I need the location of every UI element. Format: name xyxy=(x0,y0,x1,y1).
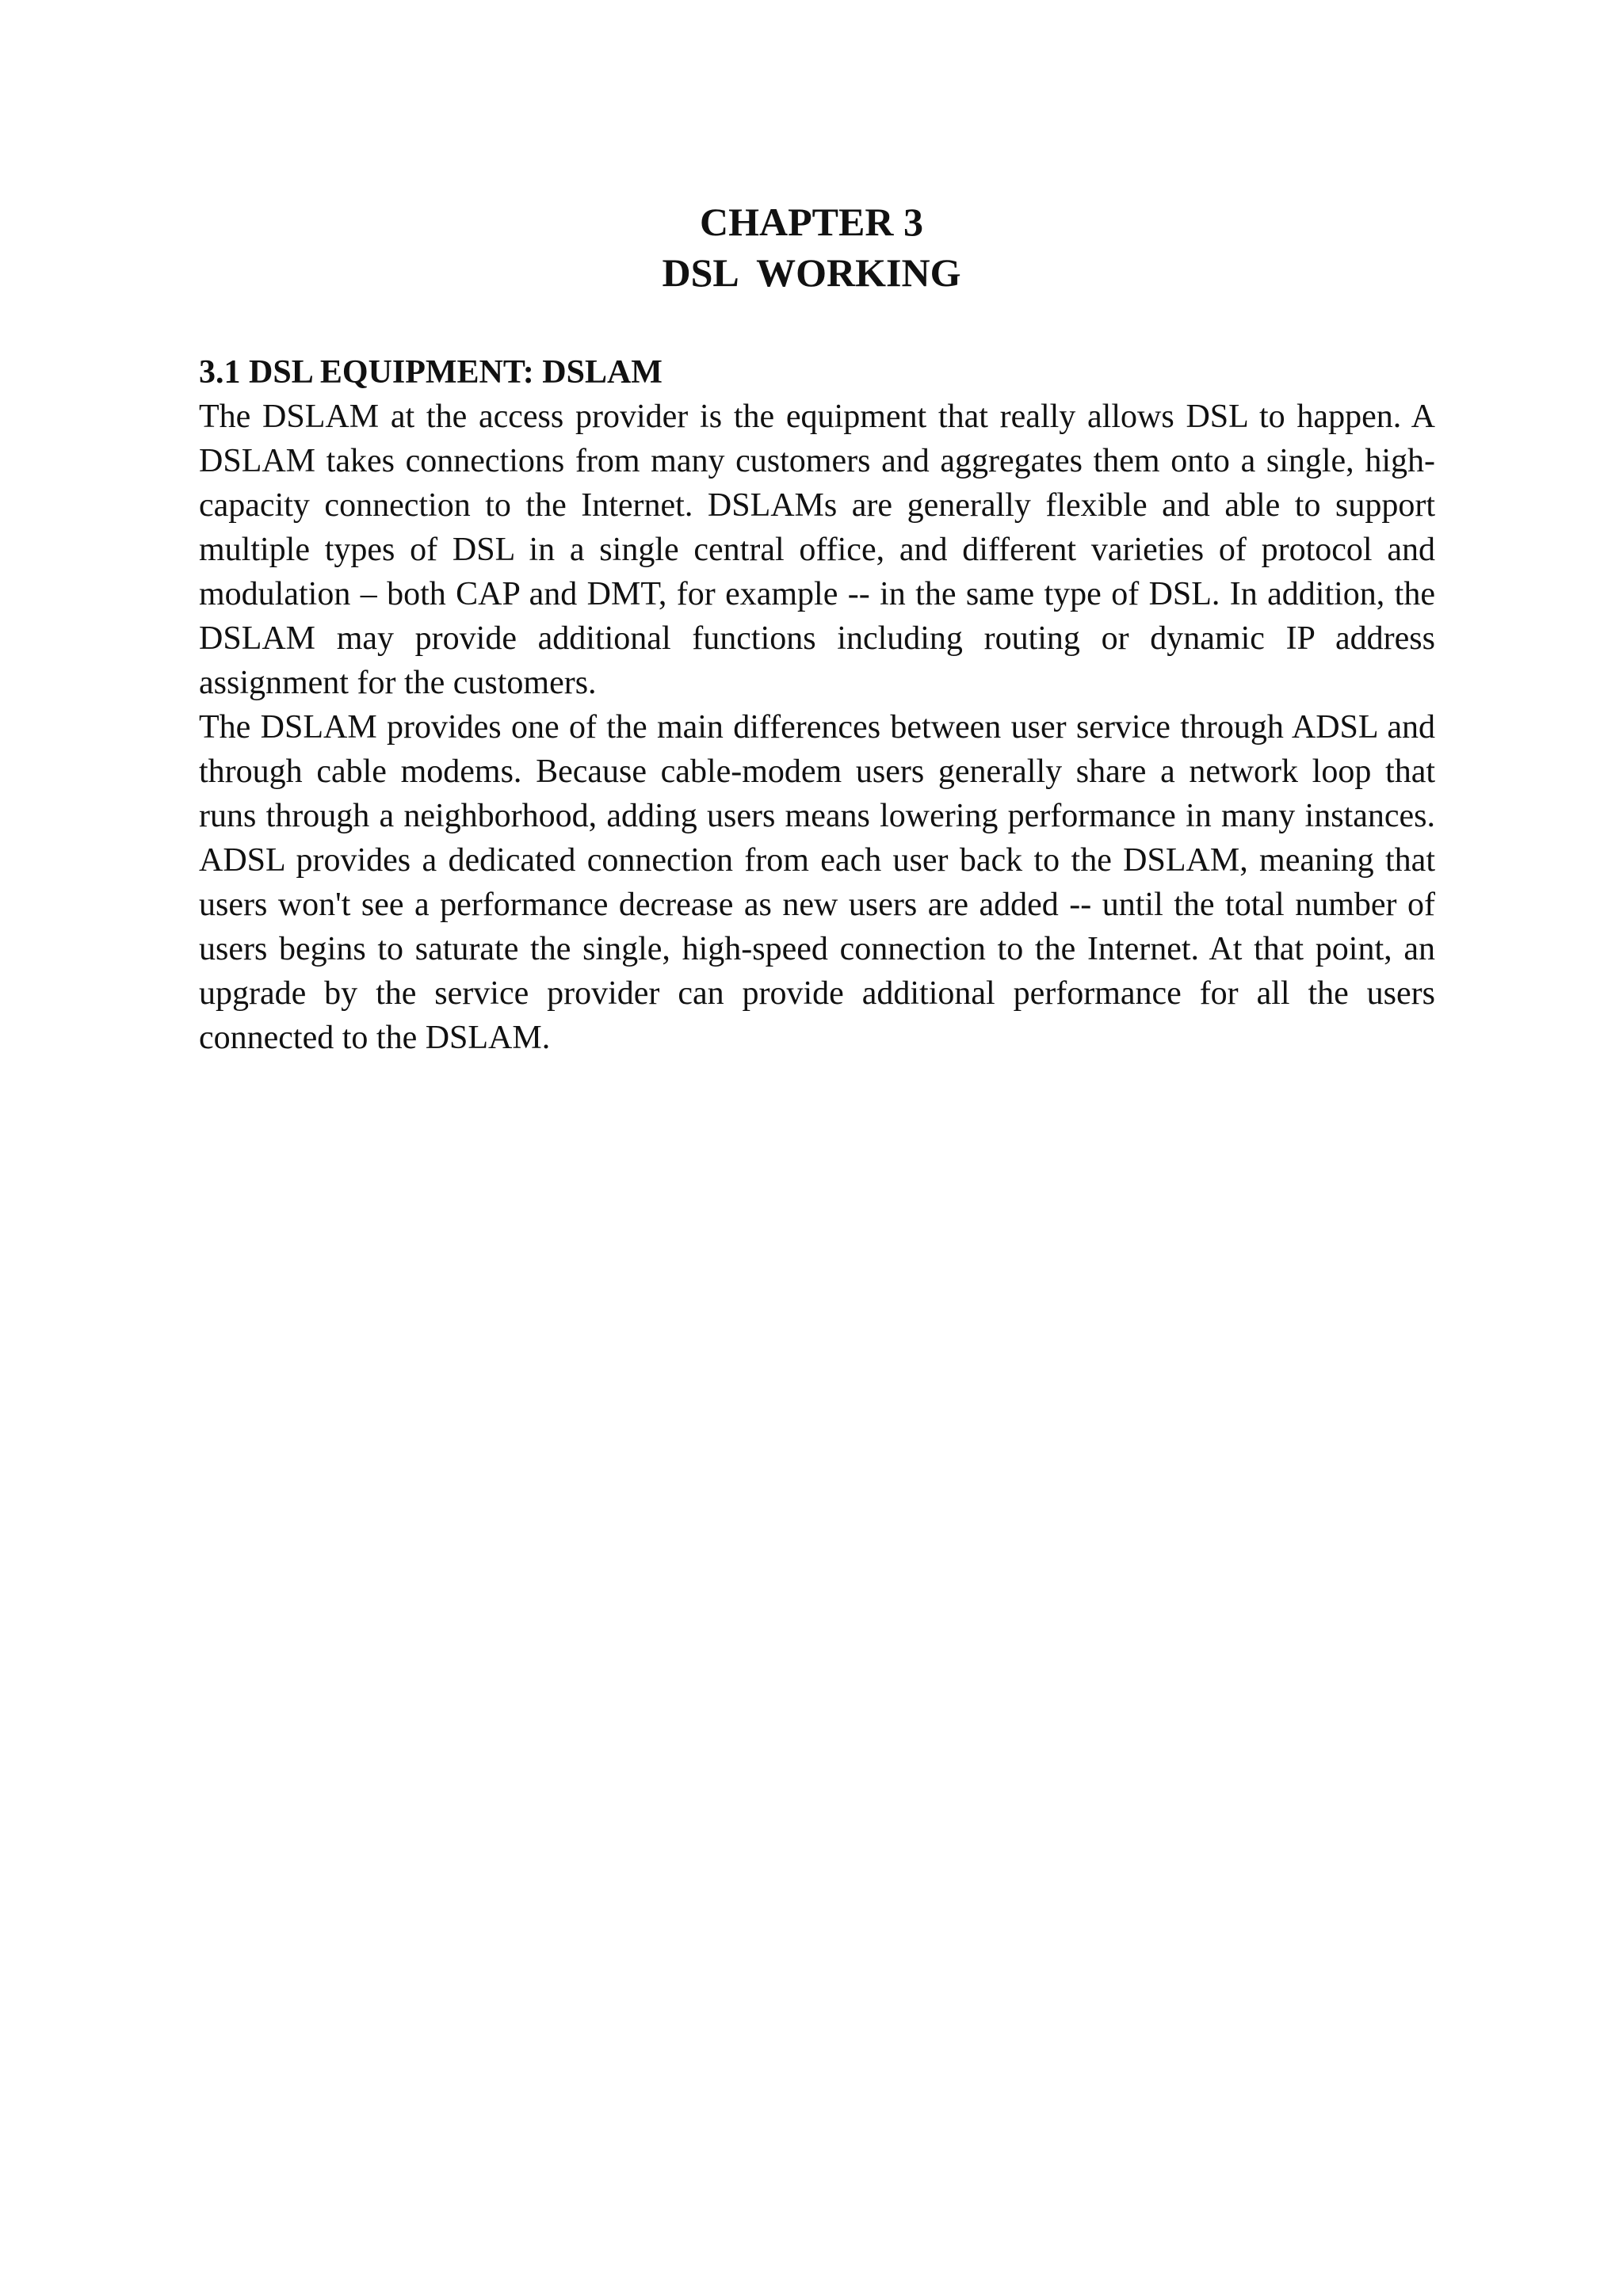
section-content xyxy=(199,350,1435,1060)
chapter-number: CHAPTER 3 xyxy=(700,200,923,244)
section-title: 3.1 DSL EQUIPMENT: DSLAM xyxy=(199,354,663,391)
chapter-heading xyxy=(0,196,1623,298)
paragraph-dslam-vs-cable: The DSLAM provides one of the main differences between user service through ADSL and through cable modems. Because cable-modem users generally share a network loop that runs through a neighborhood, adding users means lowering performance in many instances. ADSL provides a dedicated connection from each user back to the DSLAM, meaning that users won't see a performance decrease as new users are added -- until the total number of users begins to saturate the single, high-speed connection to the Internet. At that point, an upgrade by the service provider can provide additional performance for all the users connected to the DSLAM. xyxy=(199,709,1435,1056)
chapter-title: DSL WORKING xyxy=(662,250,961,295)
paragraph-dslam-overview: The DSLAM at the access provider is the equipment that really allows DSL to happen. A DSLAM takes connections from many customers and aggregates them onto a single, high-capacity connection to the Internet. DSLAMs are generally flexible and able to support multiple types of DSL in a single central office, and different varieties of protocol and modulation – both CAP and DMT, for example -- in the same type of DSL. In addition, the DSLAM may provide additional functions including routing or dynamic IP address assignment for the customers. xyxy=(199,399,1435,701)
